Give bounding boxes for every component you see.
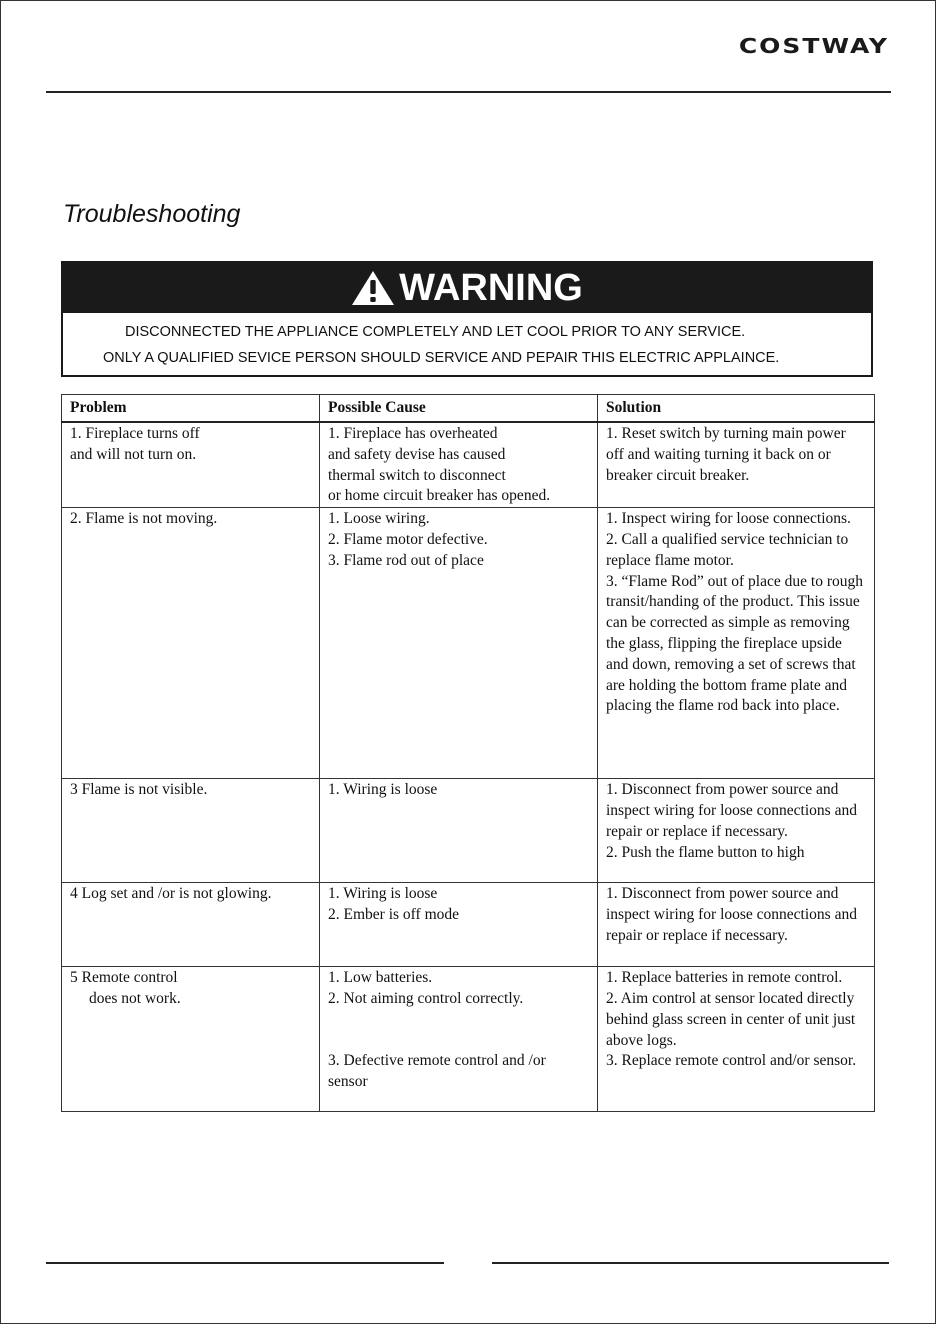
troubleshooting-table: [61, 394, 875, 1112]
cause-cell: [320, 779, 598, 883]
warning-triangle-icon: [351, 270, 395, 306]
cause-cell: [320, 422, 598, 508]
cause-text: 1. Wiring is loose: [328, 885, 438, 903]
problem-text: 3 Flame is not visible.: [70, 781, 208, 799]
cause-text: 2. Ember is off mode: [328, 905, 460, 923]
problem-cell: [62, 508, 320, 779]
problem-text: 5 Remote control: [70, 969, 178, 987]
solution-text: 1. Disconnect from power source and inspect wiring for loose connections and repair or replace if necessary.: [606, 885, 857, 944]
solution-text: 3. “Flame Rod” out of place due to rough transit/handing of the product. This issue can be corrected as simple as removing the glass, flipping the fireplace upside and down, removing a set of screws that are holding the bottom frame plate and placing the flame rod back into place.: [606, 572, 863, 715]
solution-text: 2. Call a qualified service technician to replace flame motor.: [606, 530, 849, 569]
cause-text: 2. Flame motor defective.: [328, 530, 488, 548]
footer-rule-left: [46, 1262, 444, 1264]
cause-text: 1. Fireplace has overheated: [328, 425, 498, 442]
problem-cell: [62, 967, 320, 1112]
solution-text: 1. Replace batteries in remote control.: [606, 969, 843, 987]
solution-cell: [598, 508, 875, 779]
solution-text: 2. Push the flame button to high: [606, 843, 805, 861]
header-solution: Solution: [598, 395, 875, 423]
table-row: [62, 508, 875, 779]
cause-text: thermal switch to disconnect: [328, 466, 506, 484]
warning-heading: WARNING: [399, 266, 583, 309]
cause-text: 3. Flame rod out of place: [328, 551, 484, 569]
cause-text: 3. Defective remote control and /or sensor: [328, 1052, 546, 1091]
solution-cell: [598, 883, 875, 967]
problem-text: 1. Fireplace turns off: [70, 425, 200, 442]
cause-text: and safety devise has caused: [328, 445, 506, 463]
brand-logo: COSTWAY: [738, 34, 889, 58]
warning-line-2: ONLY A QUALIFIED SEVICE PERSON SHOULD SERVICE AND PEPAIR THIS ELECTRIC APPLAINCE.: [103, 350, 780, 366]
table-header-row: [62, 395, 875, 423]
section-title: Troubleshooting: [63, 200, 241, 228]
problem-text: and will not turn on.: [70, 445, 197, 463]
header-rule: [46, 91, 891, 93]
solution-cell: [598, 967, 875, 1112]
solution-text: 1. Inspect wiring for loose connections.: [606, 510, 851, 528]
warning-band: [63, 263, 871, 313]
cause-text: 1. Wiring is loose: [328, 781, 438, 799]
problem-cell: [62, 779, 320, 883]
cause-text: or home circuit breaker has opened.: [328, 487, 551, 505]
cause-text: 1. Low batteries.: [328, 969, 433, 987]
table-row: [62, 967, 875, 1112]
table-row: [62, 422, 875, 508]
header-problem: Problem: [62, 395, 320, 423]
solution-text: 1. Reset switch by turning main power off and waiting turning it back on or breaker circuit breaker.: [606, 425, 846, 484]
solution-cell: [598, 422, 875, 508]
problem-text: does not work.: [89, 989, 181, 1007]
cause-text: 1. Loose wiring.: [328, 510, 430, 528]
solution-text: 1. Disconnect from power source and inspect wiring for loose connections and repair or replace if necessary.: [606, 781, 857, 840]
cause-text: 2. Not aiming control correctly.: [328, 989, 524, 1007]
table-row: [62, 883, 875, 967]
footer-rule-right: [492, 1262, 889, 1264]
cause-cell: [320, 883, 598, 967]
problem-cell: [62, 883, 320, 967]
solution-cell: [598, 779, 875, 883]
problem-cell: [62, 422, 320, 508]
header-cause: Possible Cause: [320, 395, 598, 423]
table-row: [62, 779, 875, 883]
warning-box: [61, 261, 873, 377]
warning-line-1: DISCONNECTED THE APPLIANCE COMPLETELY AND LET COOL PRIOR TO ANY SERVICE.: [125, 324, 746, 340]
solution-text: 3. Replace remote control and/or sensor.: [606, 1052, 857, 1070]
problem-text: 2. Flame is not moving.: [70, 510, 218, 528]
cause-cell: [320, 967, 598, 1112]
spacer: [328, 1010, 589, 1052]
cause-cell: [320, 508, 598, 779]
solution-text: 2. Aim control at sensor located directly behind glass screen in center of unit just above logs.: [606, 989, 856, 1049]
problem-text: 4 Log set and /or is not glowing.: [70, 885, 272, 903]
